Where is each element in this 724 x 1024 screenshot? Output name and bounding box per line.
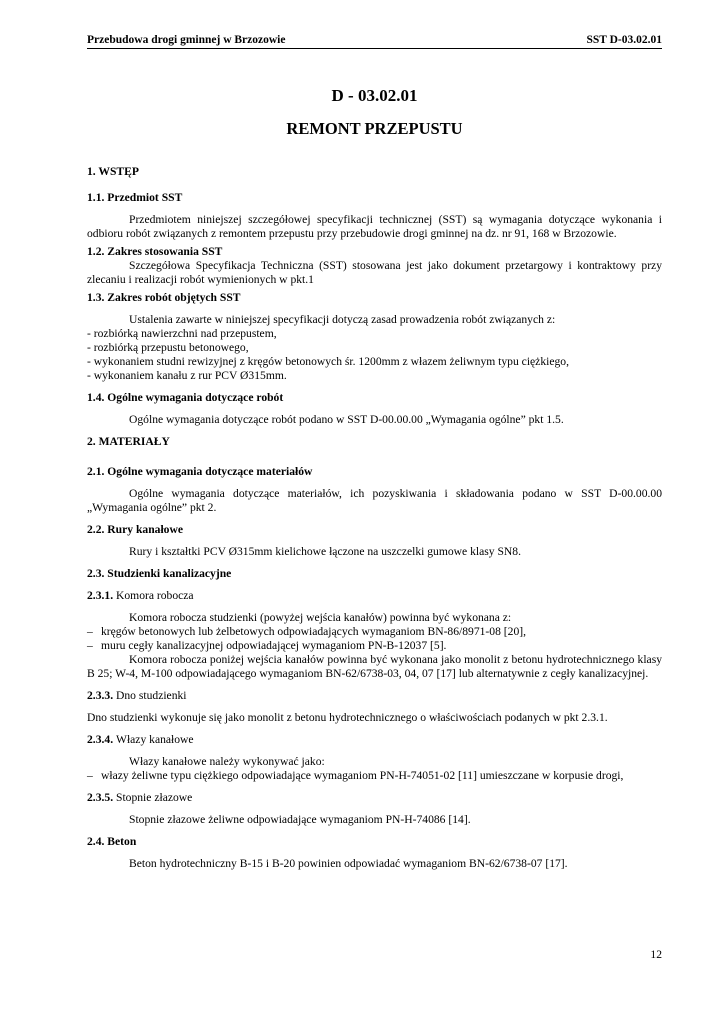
section-heading-1-1: 1.1. Przedmiot SST bbox=[87, 191, 183, 204]
section-heading-2-2: 2.2. Rury kanałowe bbox=[87, 523, 183, 536]
list-item: - wykonaniem studni rewizyjnej z kręgów betonowych śr. 1200mm z włazem żeliwnym typu ciężkiego, bbox=[87, 355, 662, 369]
chamber-material-list bbox=[87, 625, 662, 653]
section-heading-2-3-5 bbox=[87, 791, 662, 805]
scope-list bbox=[87, 327, 662, 383]
list-item: – muru cegły kanalizacyjnej odpowiadającej wymaganiom PN-B-12037 [5]. bbox=[87, 639, 662, 653]
list-item: - rozbiórką przepustu betonowego, bbox=[87, 341, 662, 355]
section-text-2-2: Rury i kształtki PCV Ø315mm kielichowe łączone na uszczelki gumowe klasy SN8. bbox=[129, 545, 521, 558]
section-heading-2-3-3 bbox=[87, 689, 662, 703]
subsection-number: 2.3.3. bbox=[87, 689, 114, 702]
subsection-label: Stopnie złazowe bbox=[116, 791, 193, 804]
section-text-1-4: Ogólne wymagania dotyczące robót podano w SST D-00.00.00 „Wymagania ogólne” pkt 1.5. bbox=[129, 413, 564, 426]
subsection-number: 2.3.5. bbox=[87, 791, 114, 804]
section-heading-1-4: 1.4. Ogólne wymagania dotyczące robót bbox=[87, 391, 284, 404]
header-project-name: Przebudowa drogi gminnej w Brzozowie bbox=[87, 34, 286, 46]
section-text-2-3-1: Komora robocza poniżej wejścia kanałów powinna być wykonana jako monolit z betonu hydrotechnicznego klasy B 25; W-4, M-100 odpowiadającego wymaganiom BN-62/6738-03, 04, 07 [17] lub alternatywnie z cegły kanalizacyjnej. bbox=[87, 653, 662, 680]
subsection-label: Dno studzienki bbox=[116, 689, 187, 702]
section-text-2-3-5: Stopnie złazowe żeliwne odpowiadające wymaganiom PN-H-74086 [14]. bbox=[129, 813, 471, 826]
page-number: 12 bbox=[650, 948, 662, 961]
section-heading-2-3: 2.3. Studzienki kanalizacyjne bbox=[87, 567, 232, 580]
list-item: - wykonaniem kanału z rur PCV Ø315mm. bbox=[87, 369, 662, 383]
list-item: – kręgów betonowych lub żelbetowych odpowiadających wymaganiom BN-86/8971-08 [20], bbox=[87, 625, 662, 639]
subsection-number: 2.3.4. bbox=[87, 733, 114, 746]
header-spec-code: SST D-03.02.01 bbox=[586, 34, 662, 46]
list-item: - rozbiórką nawierzchni nad przepustem, bbox=[87, 327, 662, 341]
section-heading-1-2: 1.2. Zakres stosowania SST bbox=[87, 245, 223, 258]
section-intro-2-3-4: Włazy kanałowe należy wykonywać jako: bbox=[129, 755, 325, 768]
doc-title: REMONT PRZEPUSTU bbox=[286, 119, 463, 138]
section-heading-2-3-4 bbox=[87, 733, 662, 747]
section-heading-2-3-1 bbox=[87, 589, 662, 603]
section-heading-2: 2. MATERIAŁY bbox=[87, 435, 170, 448]
subsection-number: 2.3.1. bbox=[87, 589, 114, 602]
section-heading-2-1: 2.1. Ogólne wymagania dotyczące materiałów bbox=[87, 465, 313, 478]
manhole-cover-list bbox=[87, 769, 662, 783]
section-text-1-2: Szczegółowa Specyfikacja Techniczna (SST) stosowana jest jako dokument przetargowy i kontraktowy przy zlecaniu i realizacji robót wymienionych w pkt.1 bbox=[87, 259, 662, 286]
section-heading-1-3: 1.3. Zakres robót objętych SST bbox=[87, 291, 241, 304]
section-text-2-1: Ogólne wymagania dotyczące materiałów, ich pozyskiwania i składowania podano w SST D-00.00.00 „Wymagania ogólne” pkt 2. bbox=[87, 487, 662, 514]
section-text-2-3-3: Dno studzienki wykonuje się jako monolit z betonu hydrotechnicznego o właściwościach podanych w pkt 2.3.1. bbox=[87, 711, 608, 724]
document-body bbox=[87, 86, 662, 871]
section-heading-1: 1. WSTĘP bbox=[87, 165, 139, 178]
section-intro-1-3: Ustalenia zawarte w niniejszej specyfikacji dotyczą zasad prowadzenia robót związanych z: bbox=[129, 313, 556, 326]
subsection-label: Włazy kanałowe bbox=[116, 733, 194, 746]
running-header bbox=[87, 34, 662, 49]
section-heading-2-4: 2.4. Beton bbox=[87, 835, 137, 848]
section-text-2-4: Beton hydrotechniczny B-15 i B-20 powinien odpowiadać wymaganiom BN-62/6738-07 [17]. bbox=[129, 857, 568, 870]
doc-code: D - 03.02.01 bbox=[331, 86, 418, 105]
list-item: – włazy żeliwne typu ciężkiego odpowiadające wymaganiom PN-H-74051-02 [11] umieszczane w korpusie drogi, bbox=[87, 769, 662, 783]
section-intro-2-3-1: Komora robocza studzienki (powyżej wejścia kanałów) powinna być wykonana z: bbox=[129, 611, 512, 624]
section-text-1-1: Przedmiotem niniejszej szczegółowej specyfikacji technicznej (SST) są wymagania dotyczące wykonania i odbioru robót związanych z remontem przepustu przy przebudowie drogi gminnej na dz. nr 91, 168 w Brzozowie. bbox=[87, 213, 662, 240]
subsection-label: Komora robocza bbox=[116, 589, 194, 602]
